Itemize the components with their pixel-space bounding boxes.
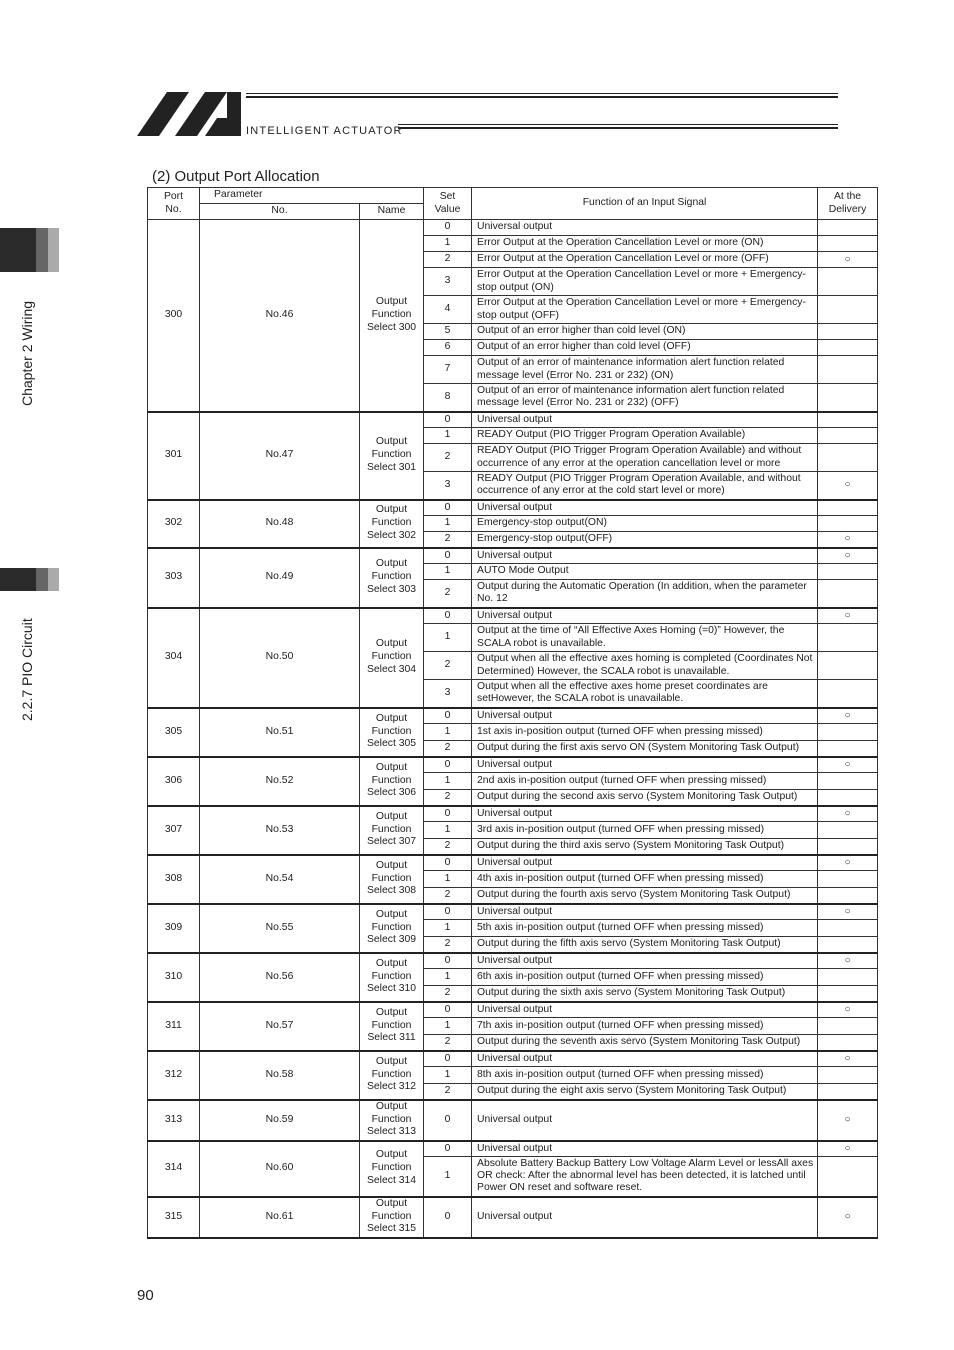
table-row <box>148 608 878 624</box>
param-number: No.49 <box>200 548 360 608</box>
delivery-mark <box>818 296 878 324</box>
param-name: Output Function Select 304 <box>360 608 424 708</box>
delivery-mark: ○ <box>818 757 878 773</box>
delivery-mark <box>818 937 878 953</box>
delivery-mark: ○ <box>818 252 878 268</box>
function-text: Emergency-stop output(OFF) <box>472 532 818 548</box>
set-value: 2 <box>424 741 472 757</box>
header-rule <box>246 96 838 98</box>
delivery-mark <box>818 1067 878 1084</box>
header-delivery: At the Delivery <box>818 188 878 220</box>
page-number: 90 <box>137 1287 154 1304</box>
delivery-mark: ○ <box>818 1100 878 1141</box>
table-row <box>148 757 878 773</box>
function-text: Output of an error higher than cold level (ON) <box>472 324 818 340</box>
section-tab <box>36 568 48 591</box>
function-text: Universal output <box>472 1002 818 1018</box>
set-value: 2 <box>424 1084 472 1100</box>
set-value: 2 <box>424 444 472 472</box>
delivery-mark: ○ <box>818 1051 878 1067</box>
param-number: No.51 <box>200 708 360 757</box>
delivery-mark <box>818 871 878 888</box>
port-number: 300 <box>148 220 200 412</box>
delivery-mark <box>818 822 878 839</box>
function-text: Output during the third axis servo (System Monitoring Task Output) <box>472 839 818 855</box>
delivery-mark <box>818 220 878 236</box>
delivery-mark <box>818 624 878 652</box>
delivery-mark: ○ <box>818 708 878 724</box>
set-value: 0 <box>424 1051 472 1067</box>
delivery-mark <box>818 839 878 855</box>
param-name: Output Function Select 311 <box>360 1002 424 1051</box>
set-value: 2 <box>424 888 472 904</box>
set-value: 1 <box>424 920 472 937</box>
delivery-mark: ○ <box>818 532 878 548</box>
delivery-mark: ○ <box>818 806 878 822</box>
function-text: Output of an error higher than cold level (OFF) <box>472 340 818 356</box>
port-number: 308 <box>148 855 200 904</box>
header-parameter: Parameter <box>200 188 424 204</box>
header-rule <box>398 124 838 125</box>
delivery-mark: ○ <box>818 904 878 920</box>
delivery-mark: ○ <box>818 953 878 969</box>
set-value: 0 <box>424 953 472 969</box>
port-number: 310 <box>148 953 200 1002</box>
set-value: 1 <box>424 428 472 444</box>
function-text: Absolute Battery Backup Battery Low Voltage Alarm Level or lessAll axes OR check: After the abnormal level has been detected, it is latched until Power ON reset and software reset. <box>472 1157 818 1197</box>
set-value: 0 <box>424 757 472 773</box>
table-row <box>148 904 878 920</box>
delivery-mark <box>818 444 878 472</box>
delivery-mark <box>818 500 878 516</box>
delivery-mark <box>818 680 878 708</box>
table-body <box>148 220 878 1238</box>
set-value: 0 <box>424 500 472 516</box>
set-value: 3 <box>424 472 472 500</box>
set-value: 1 <box>424 822 472 839</box>
function-text: Universal output <box>472 708 818 724</box>
delivery-mark <box>818 1157 878 1197</box>
section-tab <box>48 568 59 591</box>
param-name: Output Function Select 308 <box>360 855 424 904</box>
function-text: Universal output <box>472 757 818 773</box>
port-number: 303 <box>148 548 200 608</box>
function-text: Output during the fifth axis servo (System Monitoring Task Output) <box>472 937 818 953</box>
set-value: 1 <box>424 564 472 580</box>
function-text: 3rd axis in-position output (turned OFF when pressing missed) <box>472 822 818 839</box>
delivery-mark <box>818 920 878 937</box>
function-text: Output when all the effective axes home preset coordinates are setHowever, the SCALA robot is unavailable. <box>472 680 818 708</box>
function-text: 4th axis in-position output (turned OFF when pressing missed) <box>472 871 818 888</box>
function-text: 8th axis in-position output (turned OFF when pressing missed) <box>472 1067 818 1084</box>
delivery-mark <box>818 724 878 741</box>
set-value: 0 <box>424 412 472 428</box>
delivery-mark <box>818 324 878 340</box>
header-param-name: Name <box>360 204 424 220</box>
header-function: Function of an Input Signal <box>472 188 818 220</box>
set-value: 1 <box>424 773 472 790</box>
header-param-no: No. <box>200 204 360 220</box>
table-row <box>148 412 878 428</box>
iai-logo <box>137 92 245 136</box>
table-row <box>148 855 878 871</box>
header-rule <box>246 93 838 94</box>
function-text: Universal output <box>472 500 818 516</box>
set-value: 0 <box>424 1197 472 1238</box>
delivery-mark: ○ <box>818 1002 878 1018</box>
param-number: No.53 <box>200 806 360 855</box>
function-text: Output during the fourth axis servo (System Monitoring Task Output) <box>472 888 818 904</box>
delivery-mark <box>818 236 878 252</box>
section-tab <box>0 568 36 591</box>
set-value: 2 <box>424 790 472 806</box>
param-name: Output Function Select 315 <box>360 1197 424 1238</box>
param-name: Output Function Select 310 <box>360 953 424 1002</box>
set-value: 1 <box>424 1157 472 1197</box>
function-text: 1st axis in-position output (turned OFF when pressing missed) <box>472 724 818 741</box>
set-value: 7 <box>424 356 472 384</box>
param-name: Output Function Select 309 <box>360 904 424 953</box>
set-value: 3 <box>424 680 472 708</box>
set-value: 8 <box>424 384 472 412</box>
set-value: 0 <box>424 220 472 236</box>
delivery-mark: ○ <box>818 608 878 624</box>
param-name: Output Function Select 305 <box>360 708 424 757</box>
function-text: READY Output (PIO Trigger Program Operation Available) and without occurrence of any error at the operation cancellation level or more <box>472 444 818 472</box>
chapter-tab <box>0 228 36 272</box>
function-text: Error Output at the Operation Cancellation Level or more (OFF) <box>472 252 818 268</box>
set-value: 1 <box>424 1018 472 1035</box>
chapter-label: Chapter 2 Wiring <box>19 300 35 406</box>
delivery-mark <box>818 652 878 680</box>
set-value: 0 <box>424 855 472 871</box>
function-text: Universal output <box>472 904 818 920</box>
param-number: No.60 <box>200 1141 360 1197</box>
port-number: 302 <box>148 500 200 548</box>
port-number: 314 <box>148 1141 200 1197</box>
delivery-mark <box>818 580 878 608</box>
port-number: 306 <box>148 757 200 806</box>
set-value: 1 <box>424 969 472 986</box>
delivery-mark <box>818 888 878 904</box>
set-value: 1 <box>424 624 472 652</box>
set-value: 6 <box>424 340 472 356</box>
function-text: Output of an error of maintenance information alert function related message level (Error No. 231 or 232) (OFF) <box>472 384 818 412</box>
function-text: READY Output (PIO Trigger Program Operation Available) <box>472 428 818 444</box>
delivery-mark <box>818 516 878 532</box>
function-text: Error Output at the Operation Cancellation Level or more + Emergency-stop output (ON) <box>472 268 818 296</box>
delivery-mark: ○ <box>818 1197 878 1238</box>
set-value: 0 <box>424 548 472 564</box>
brand-text: INTELLIGENT ACTUATOR <box>246 125 403 137</box>
section-label: 2.2.7 PIO Circuit <box>19 618 35 721</box>
chapter-tab <box>36 228 48 272</box>
function-text: 5th axis in-position output (turned OFF when pressing missed) <box>472 920 818 937</box>
function-text: Universal output <box>472 1197 818 1238</box>
delivery-mark: ○ <box>818 472 878 500</box>
function-text: Universal output <box>472 953 818 969</box>
function-text: Universal output <box>472 806 818 822</box>
header-set-value: Set Value <box>424 188 472 220</box>
param-number: No.59 <box>200 1100 360 1141</box>
set-value: 2 <box>424 580 472 608</box>
set-value: 3 <box>424 268 472 296</box>
delivery-mark <box>818 1084 878 1100</box>
function-text: Output during the seventh axis servo (System Monitoring Task Output) <box>472 1035 818 1051</box>
param-number: No.52 <box>200 757 360 806</box>
param-name: Output Function Select 307 <box>360 806 424 855</box>
delivery-mark <box>818 741 878 757</box>
param-name: Output Function Select 312 <box>360 1051 424 1100</box>
delivery-mark <box>818 790 878 806</box>
param-name: Output Function Select 301 <box>360 412 424 500</box>
set-value: 1 <box>424 516 472 532</box>
table-row <box>148 548 878 564</box>
table-row <box>148 220 878 236</box>
port-number: 309 <box>148 904 200 953</box>
param-name: Output Function Select 302 <box>360 500 424 548</box>
param-number: No.54 <box>200 855 360 904</box>
delivery-mark <box>818 1018 878 1035</box>
param-number: No.61 <box>200 1197 360 1238</box>
set-value: 1 <box>424 1067 472 1084</box>
set-value: 2 <box>424 1035 472 1051</box>
function-text: 6th axis in-position output (turned OFF when pressing missed) <box>472 969 818 986</box>
table-row <box>148 500 878 516</box>
header-port-no: Port No. <box>148 188 200 220</box>
port-number: 315 <box>148 1197 200 1238</box>
function-text: Universal output <box>472 1100 818 1141</box>
function-text: 2nd axis in-position output (turned OFF when pressing missed) <box>472 773 818 790</box>
function-text: Output during the eight axis servo (System Monitoring Task Output) <box>472 1084 818 1100</box>
function-text: Output during the second axis servo (System Monitoring Task Output) <box>472 790 818 806</box>
function-text: Error Output at the Operation Cancellation Level or more (ON) <box>472 236 818 252</box>
delivery-mark <box>818 384 878 412</box>
table-row <box>148 1197 878 1238</box>
param-name: Output Function Select 303 <box>360 548 424 608</box>
delivery-mark <box>818 412 878 428</box>
set-value: 2 <box>424 532 472 548</box>
set-value: 0 <box>424 1141 472 1157</box>
delivery-mark <box>818 773 878 790</box>
set-value: 5 <box>424 324 472 340</box>
table-row <box>148 1002 878 1018</box>
table-row <box>148 953 878 969</box>
function-text: Output when all the effective axes homing is completed (Coordinates Not Determined) However, the SCALA robot is unavailable. <box>472 652 818 680</box>
delivery-mark <box>818 986 878 1002</box>
port-number: 312 <box>148 1051 200 1100</box>
set-value: 0 <box>424 1100 472 1141</box>
param-name: Output Function Select 306 <box>360 757 424 806</box>
function-text: Output during the Automatic Operation (In addition, when the parameter No. 12 <box>472 580 818 608</box>
delivery-mark <box>818 428 878 444</box>
port-number: 307 <box>148 806 200 855</box>
function-text: Output of an error of maintenance information alert function related message level (Error No. 231 or 232) (ON) <box>472 356 818 384</box>
delivery-mark: ○ <box>818 1141 878 1157</box>
function-text: Universal output <box>472 412 818 428</box>
param-number: No.56 <box>200 953 360 1002</box>
delivery-mark <box>818 268 878 296</box>
function-text: Universal output <box>472 220 818 236</box>
port-number: 311 <box>148 1002 200 1051</box>
set-value: 4 <box>424 296 472 324</box>
param-name: Output Function Select 313 <box>360 1100 424 1141</box>
function-text: Universal output <box>472 1141 818 1157</box>
set-value: 2 <box>424 986 472 1002</box>
function-text: Universal output <box>472 548 818 564</box>
set-value: 2 <box>424 937 472 953</box>
output-port-table <box>147 187 878 1239</box>
set-value: 1 <box>424 236 472 252</box>
set-value: 0 <box>424 708 472 724</box>
function-text: 7th axis in-position output (turned OFF when pressing missed) <box>472 1018 818 1035</box>
header-rule <box>398 127 838 129</box>
delivery-mark <box>818 1035 878 1051</box>
set-value: 2 <box>424 839 472 855</box>
table-row <box>148 1141 878 1157</box>
set-value: 1 <box>424 724 472 741</box>
function-text: Output during the first axis servo ON (System Monitoring Task Output) <box>472 741 818 757</box>
section-title: (2) Output Port Allocation <box>152 168 320 185</box>
set-value: 1 <box>424 871 472 888</box>
function-text: Universal output <box>472 608 818 624</box>
delivery-mark: ○ <box>818 548 878 564</box>
table-row <box>148 1100 878 1141</box>
function-text: Universal output <box>472 1051 818 1067</box>
param-name: Output Function Select 300 <box>360 220 424 412</box>
port-number: 313 <box>148 1100 200 1141</box>
delivery-mark <box>818 969 878 986</box>
param-name: Output Function Select 314 <box>360 1141 424 1197</box>
table-row <box>148 708 878 724</box>
function-text: Universal output <box>472 855 818 871</box>
set-value: 0 <box>424 608 472 624</box>
function-text: Error Output at the Operation Cancellation Level or more + Emergency-stop output (OFF) <box>472 296 818 324</box>
param-number: No.50 <box>200 608 360 708</box>
param-number: No.48 <box>200 500 360 548</box>
set-value: 0 <box>424 1002 472 1018</box>
table-row <box>148 1051 878 1067</box>
function-text: READY Output (PIO Trigger Program Operation Available, and without occurrence of any error at the cold start level or more) <box>472 472 818 500</box>
set-value: 0 <box>424 904 472 920</box>
port-number: 305 <box>148 708 200 757</box>
param-number: No.58 <box>200 1051 360 1100</box>
function-text: Output during the sixth axis servo (System Monitoring Task Output) <box>472 986 818 1002</box>
port-number: 301 <box>148 412 200 500</box>
param-number: No.55 <box>200 904 360 953</box>
delivery-mark <box>818 564 878 580</box>
param-number: No.47 <box>200 412 360 500</box>
delivery-mark <box>818 356 878 384</box>
param-number: No.46 <box>200 220 360 412</box>
table-row <box>148 806 878 822</box>
chapter-tab <box>48 228 59 272</box>
delivery-mark <box>818 340 878 356</box>
set-value: 2 <box>424 652 472 680</box>
function-text: Emergency-stop output(ON) <box>472 516 818 532</box>
delivery-mark: ○ <box>818 855 878 871</box>
param-number: No.57 <box>200 1002 360 1051</box>
port-number: 304 <box>148 608 200 708</box>
function-text: AUTO Mode Output <box>472 564 818 580</box>
set-value: 0 <box>424 806 472 822</box>
set-value: 2 <box>424 252 472 268</box>
function-text: Output at the time of “All Effective Axes Homing (=0)” However, the SCALA robot is unavailable. <box>472 624 818 652</box>
